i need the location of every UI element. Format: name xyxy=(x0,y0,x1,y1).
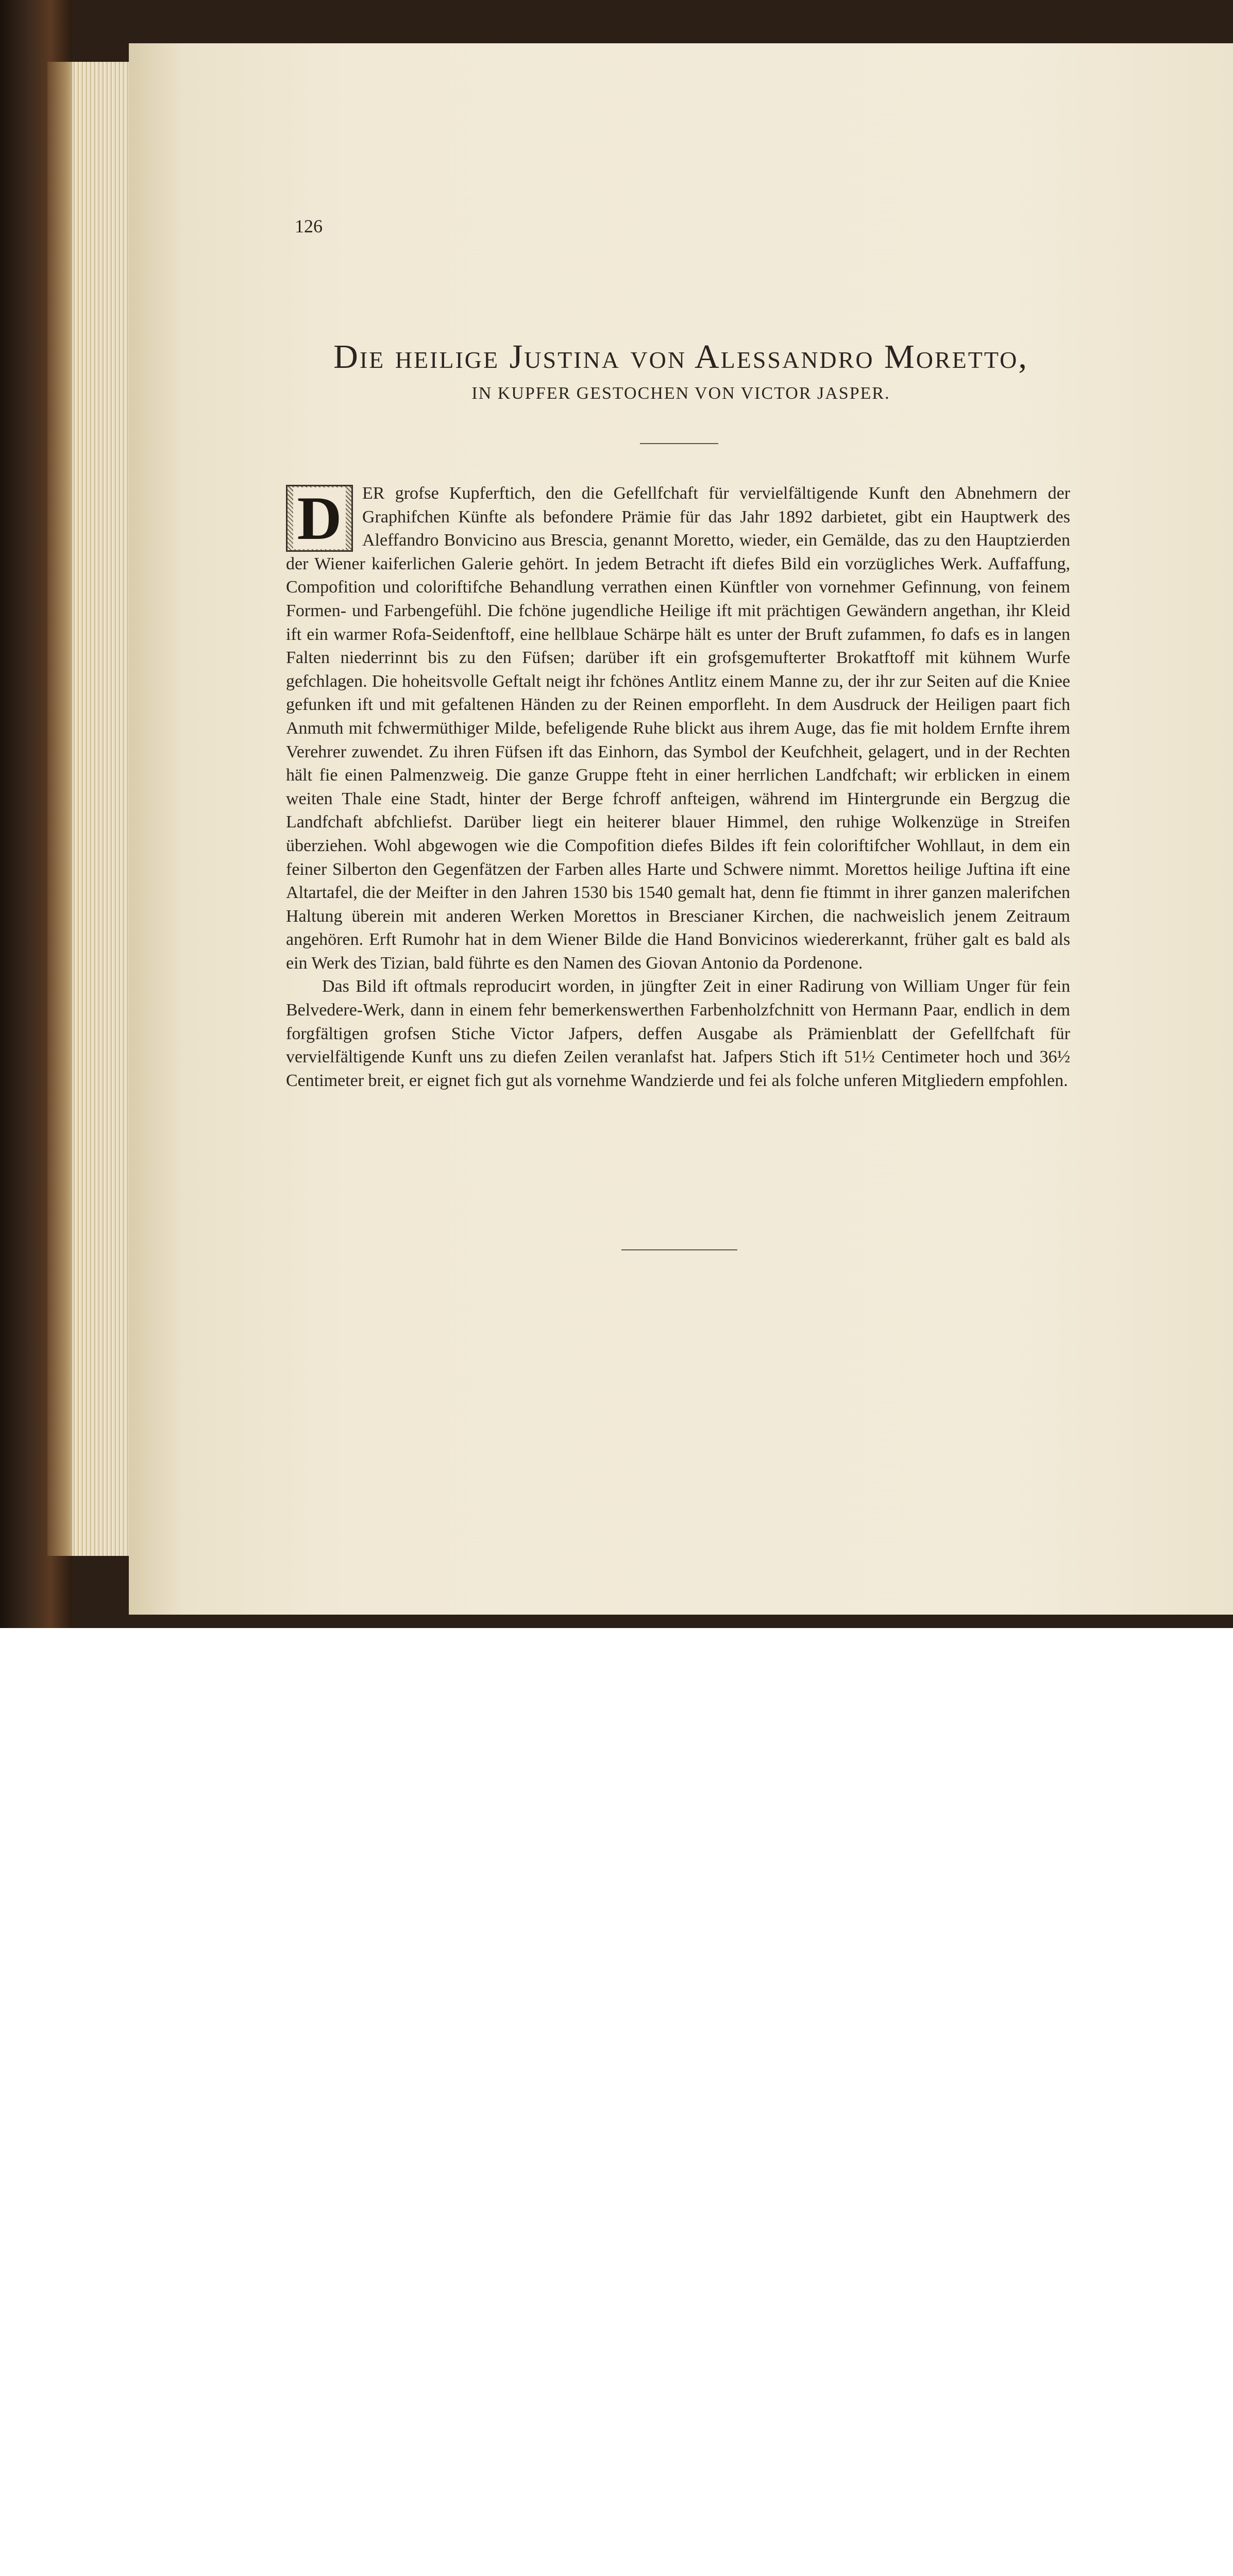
end-divider xyxy=(621,1249,737,1250)
drop-cap-letter: D xyxy=(293,487,346,549)
paragraph-1 xyxy=(286,482,1070,975)
article-body xyxy=(286,482,1070,1092)
article-subtitle: IN KUPFER GESTOCHEN VON VICTOR JASPER. xyxy=(471,384,890,403)
page-number: 126 xyxy=(295,216,323,236)
article-title: Die heilige Justina von Alessandro Moretto, xyxy=(333,338,1028,376)
footer-bar xyxy=(0,1628,1233,1728)
title-divider xyxy=(640,443,718,444)
drop-cap xyxy=(286,485,353,552)
paragraph-1-text: ER grofse Kupferftich, den die Gefellfchaft für vervielfältigende Kunft den Abnehmern der Graphifchen Künfte als befondere Prämie für das Jahr 1892 darbietet, gibt ein Hauptwerk des Aleffandro Bonvicino aus Brescia, genannt Moretto, wieder, ein Gemälde, das zu den Hauptzierden der Wiener kaiferlichen Galerie gehört. In jedem Betracht ift diefes Bild ein vorzügliches Werk. Auffaffung, Compofition und coloriftifche Behandlung verrathen einen Künftler von vornehmer Gefinnung, von feinem Formen- und Farbengefühl. Die fchöne jugendliche Heilige ift mit prächtigen Gewändern angethan, ihr Kleid ift ein warmer Rofa-Seidenftoff, eine hellblaue Schärpe hält es unter der Bruft zufammen, fo dafs es in langen Falten niederrinnt bis zu den Füfsen; darüber ift ein grofsgemufterter Brokatftoff mit kühnem Wurfe gefchlagen. Die hoheitsvolle Geftalt neigt ihr fchönes Antlitz einem Manne zu, der ihr zur Seiten auf die Kniee gefunken ift und mit gefaltenen Händen zu der Reinen emporfleht. In dem Ausdruck der Heiligen paart fich Anmuth mit fchwermüthiger Milde, befeligende Ruhe blickt aus ihrem Auge, das fie mit holdem Ernfte ihrem Verehrer zuwendet. Zu ihren Füfsen ift das Einhorn, das Symbol der Keufchheit, gelagert, und in der Rechten hält fie einen Palmenzweig. Die ganze Gruppe fteht in einer herrlichen Landfchaft; wir erblicken in einem weiten Thale eine Stadt, hinter der Berge fchroff anfteigen, während im Hintergrunde ein Bergzug die Landfchaft abfchliefst. Darüber liegt ein heiterer blauer Himmel, den ruhige Wolkenzüge in Streifen überziehen. Wohl abgewogen wie die Compofition diefes Bildes ift fein coloriftifcher Wohllaut, in dem ein feiner Silberton den Gegenfätzen der Farben alles Harte und Schwere nimmt. Morettos heilige Juftina ift eine Altartafel, die der Meifter in den Jahren 1530 bis 1540 gemalt hat, denn fie ftimmt in ihrer ganzen malerifchen Haltung überein mit anderen Werken Morettos in Brescianer Kirchen, die nachweislich jenem Zeitraum angehören. Erft Rumohr hat in dem Wiener Bilde die Hand Bonvicinos wiedererkannt, früher galt es bald als ein Werk des Tizian, bald führte es den Namen des Giovan Antonio da Pordenone. xyxy=(286,484,1070,973)
paragraph-2: Das Bild ift oftmals reproducirt worden, in jüngfter Zeit in einer Radirung von William Unger für fein Belvedere-Werk, dann in einem fehr bemerkenswerthen Farbenholzfchnitt von Hermann Paar, endlich in dem forgfältigen grofsen Stiche Victor Jafpers, deffen Ausgabe als Prämienblatt der Gefellfchaft für vervielfältigende Kunft uns zu diefen Zeilen veranlafst hat. Jafpers Stich ift 51½ Centimeter hoch und 36½ Centimeter breit, er eignet fich gut als vornehme Wandzierde und fei als folche unferen Mitgliedern empfohlen. xyxy=(286,977,1070,1090)
page-block-edge xyxy=(72,62,134,1556)
